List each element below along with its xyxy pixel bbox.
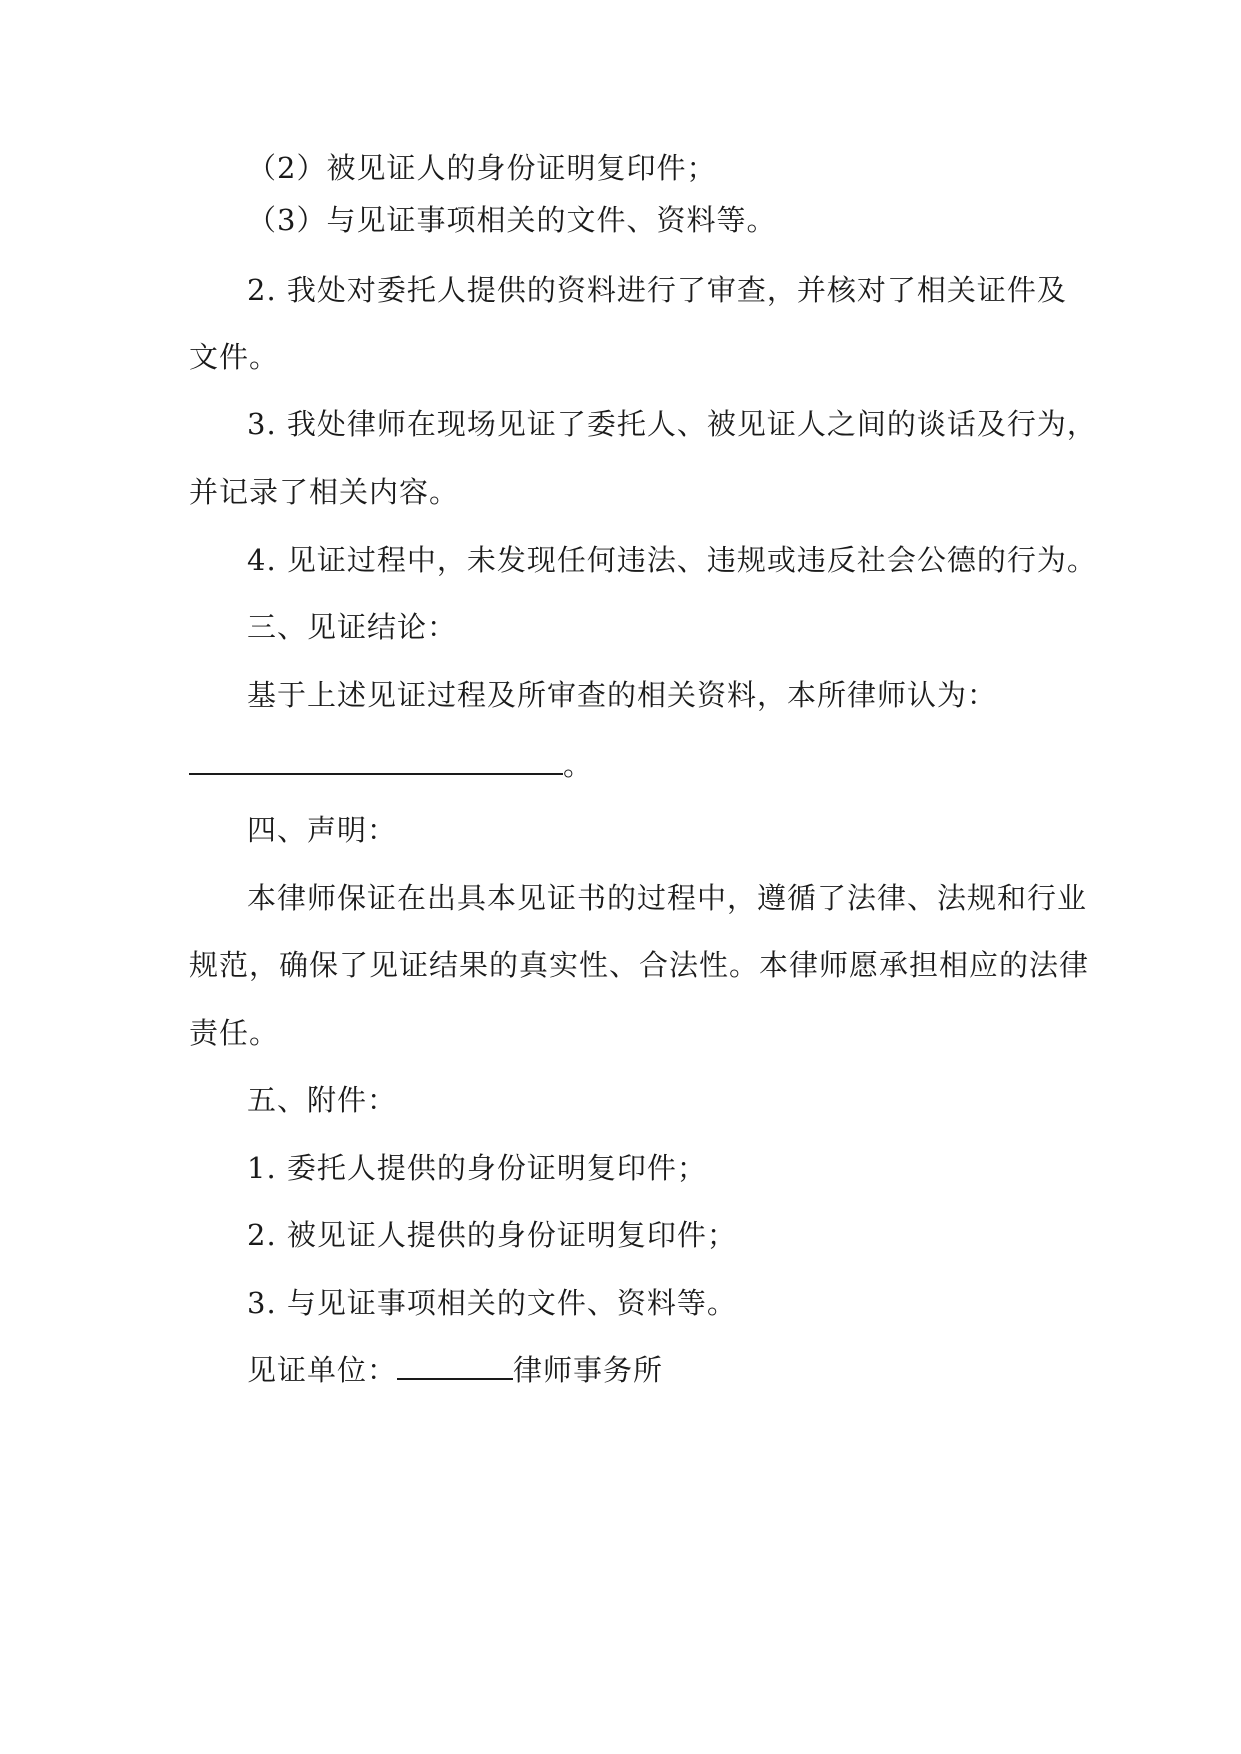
attachment-item-2: 2. 被见证人提供的身份证明复印件； <box>247 1218 737 1252</box>
review-paragraph-line1: 2. 我处对委托人提供的资料进行了审查，并核对了相关证件及 <box>247 273 1067 307</box>
witness-unit-blank <box>397 1352 513 1380</box>
section-heading-statement: 四、声明： <box>247 813 398 847</box>
conclusion-blank-line <box>189 745 1069 785</box>
law-firm-suffix: 律师事务所 <box>513 1353 664 1387</box>
conclusion-period: 。 <box>563 748 594 782</box>
conclusion-intro-line: 基于上述见证过程及所审查的相关资料，本所律师认为： <box>247 678 998 712</box>
witness-id-copy-line: （2）被见证人的身份证明复印件； <box>247 151 717 185</box>
no-violation-line: 4. 见证过程中，未发现任何违法、违规或违反社会公德的行为。 <box>247 543 1097 577</box>
attachment-item-3: 3. 与见证事项相关的文件、资料等。 <box>247 1286 737 1320</box>
section-heading-conclusion: 三、见证结论： <box>247 610 458 644</box>
section-heading-attachments: 五、附件： <box>247 1083 398 1117</box>
review-paragraph-line2: 文件。 <box>189 340 280 374</box>
witness-unit-label: 见证单位： <box>247 1353 398 1387</box>
related-documents-line: （3）与见证事项相关的文件、资料等。 <box>247 203 777 237</box>
witness-unit-line <box>247 1350 1127 1390</box>
conclusion-blank <box>189 747 563 775</box>
on-site-paragraph-line2: 并记录了相关内容。 <box>189 475 460 509</box>
statement-line2: 规范，确保了见证结果的真实性、合法性。本律师愿承担相应的法律 <box>189 948 1090 982</box>
attachment-item-1: 1. 委托人提供的身份证明复印件； <box>247 1151 707 1185</box>
on-site-paragraph-line1: 3. 我处律师在现场见证了委托人、被见证人之间的谈话及行为， <box>247 407 1097 441</box>
statement-line1: 本律师保证在出具本见证书的过程中，遵循了法律、法规和行业 <box>247 881 1088 915</box>
statement-line3: 责任。 <box>189 1016 280 1050</box>
